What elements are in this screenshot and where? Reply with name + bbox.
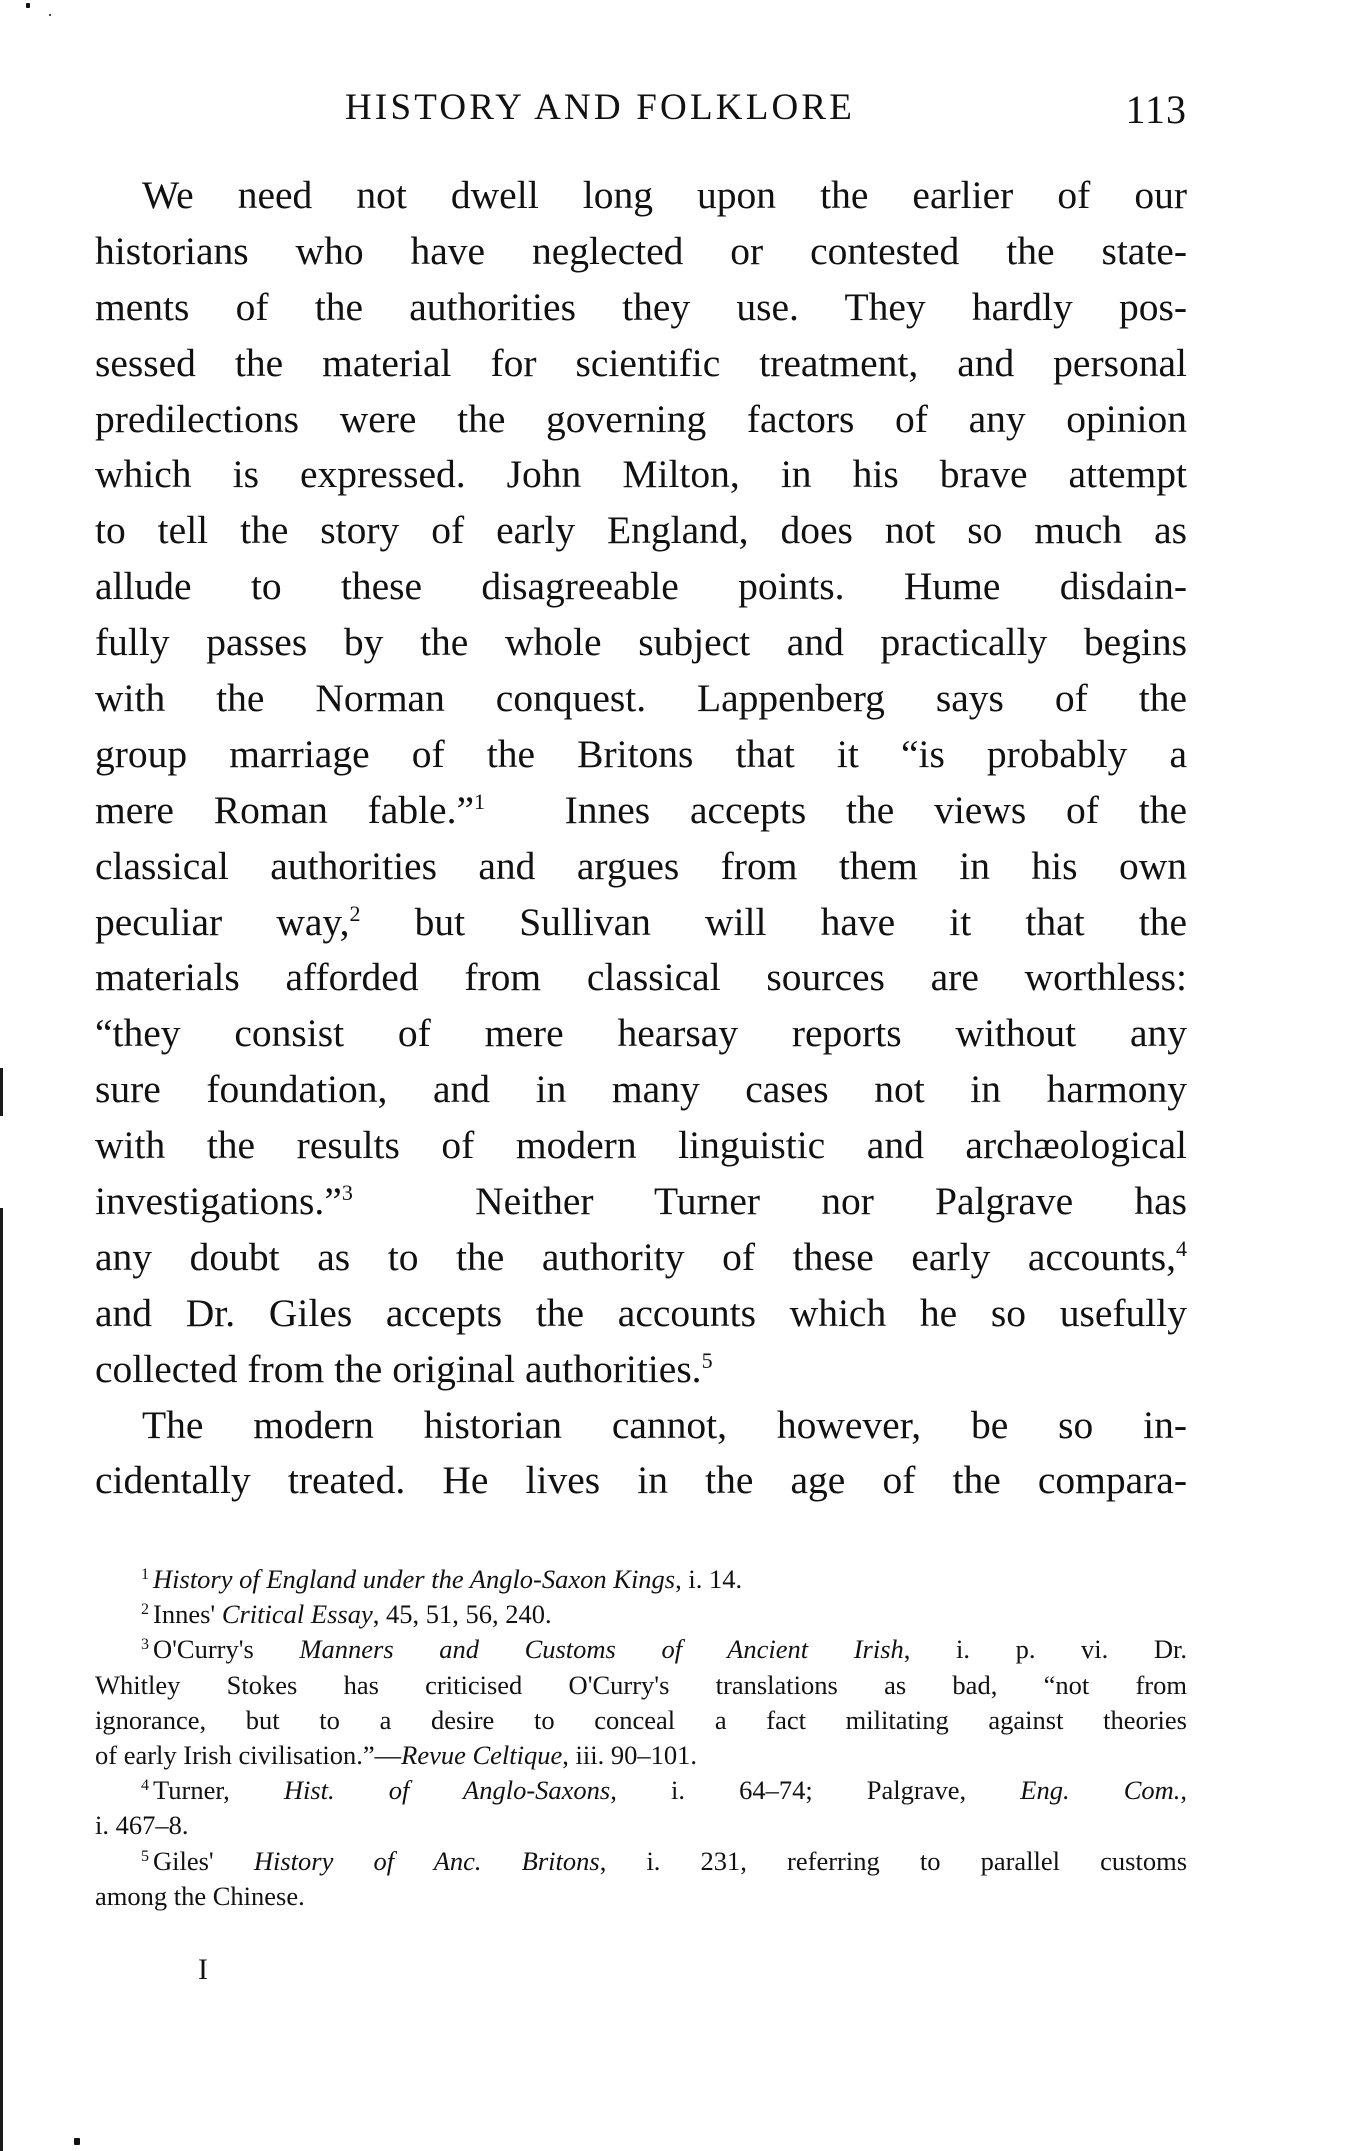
footnote-5 (95, 1844, 1187, 1879)
body-line: The modern historian cannot, however, be so in- (142, 1402, 1187, 1447)
body-line: with the Norman conquest. Lappenberg says of the (95, 676, 1187, 721)
footnote-3-cont: ignorance, but to a desire to conceal a fact militating against theories (95, 1704, 1187, 1735)
body-line: fully passes by the whole subject and practically begins (95, 620, 1187, 665)
body-line (95, 1342, 1187, 1398)
footnote-ref-1[interactable]: 1 (474, 788, 486, 814)
body-line: with the results of modern linguistic and archæological (95, 1123, 1187, 1168)
footnote-text: of early Irish civilisation.”— (95, 1739, 402, 1770)
footnote-text: , (1180, 1775, 1188, 1806)
footnote-number: 5 (141, 1847, 149, 1865)
footnote-3-cont (95, 1738, 1187, 1773)
footnote-title: Critical Essay (221, 1599, 373, 1630)
text-run: any doubt as to the authority of these early accounts, (95, 1234, 1176, 1279)
body-line (95, 783, 1187, 839)
body-line: sure foundation, and in many cases not in harmony (95, 1067, 1187, 1112)
text-run: collected from the original authorities. (95, 1346, 702, 1391)
body-line: “they consist of mere hearsay reports without any (95, 1011, 1187, 1056)
text-run: investigations.” (95, 1179, 342, 1224)
footnote-text: , iii. 90–101. (562, 1739, 697, 1770)
body-text (95, 168, 1187, 1509)
body-line: and Dr. Giles accepts the accounts which he so usefully (95, 1290, 1187, 1335)
body-line: allude to these disagreeable points. Hume disdain- (95, 564, 1187, 609)
scan-edge-artifact (0, 1208, 3, 2151)
footnote-title: History of England under the Anglo-Saxon Kings (153, 1564, 676, 1594)
footnote-title: Hist. of Anglo-Saxons (283, 1775, 611, 1806)
text-run: mere Roman fable.” (95, 787, 475, 832)
footnote-2 (95, 1597, 1187, 1632)
body-line: which is expressed. John Milton, in his brave attempt (95, 452, 1187, 497)
footnote-4 (95, 1773, 1187, 1808)
footnote-1 (95, 1562, 1187, 1597)
footnote-number: 3 (141, 1636, 149, 1654)
footnote-text: , i. p. vi. Dr. (903, 1634, 1187, 1665)
footnote-title: History of Anc. Britons (253, 1845, 600, 1876)
body-line (95, 1230, 1187, 1286)
body-line: group marriage of the Britons that it “is probably a (95, 731, 1187, 776)
body-line (95, 895, 1187, 951)
scan-speck (26, 3, 30, 8)
scan-speck (49, 14, 51, 16)
footnote-number: 1 (141, 1566, 149, 1583)
body-line: materials afforded from classical sources are worthless: (95, 955, 1187, 1000)
footnote-ref-2[interactable]: 2 (349, 900, 361, 926)
footnote-ref-3[interactable]: 3 (341, 1180, 353, 1206)
footnote-5-cont: among the Chinese. (95, 1880, 305, 1911)
footnote-text: , i. 231, referring to parallel customs (599, 1845, 1188, 1876)
footnote-ref-4[interactable]: 4 (1176, 1235, 1187, 1261)
body-line (95, 1174, 1187, 1230)
body-line: historians who have neglected or contested the state- (95, 228, 1187, 273)
scan-edge-artifact (0, 1068, 3, 1116)
running-title: HISTORY AND FOLKLORE (345, 87, 856, 128)
text-run: but Sullivan will have it that the (414, 899, 1187, 944)
footnote-text: , i. 64–74; Palgrave, (610, 1775, 1021, 1806)
page-number: 113 (1125, 87, 1187, 132)
signature-mark: I (198, 1953, 208, 1986)
footnotes (95, 1562, 1187, 1914)
footnote-ref-5[interactable]: 5 (701, 1347, 713, 1373)
text-run: Innes accepts the views of the (564, 787, 1187, 832)
body-line: to tell the story of early England, does not so much as (95, 508, 1187, 553)
text-run: peculiar way, (95, 899, 350, 944)
footnote-text: , 45, 51, 56, 240. (372, 1599, 552, 1630)
body-line: We need not dwell long upon the earlier of our (142, 173, 1187, 217)
footnote-title: Manners and Customs of Ancient Irish (299, 1634, 904, 1665)
body-line: ments of the authorities they use. They hardly pos- (95, 284, 1187, 329)
body-line: classical authorities and argues from them in his own (95, 843, 1187, 888)
footnote-text: O'Curry's (153, 1634, 300, 1665)
footnote-number: 4 (141, 1777, 149, 1795)
scan-speck (74, 2138, 80, 2145)
footnote-3-cont: Whitley Stokes has criticised O'Curry's translations as bad, “not from (95, 1669, 1187, 1700)
body-line: sessed the material for scientific treatment, and personal (95, 340, 1187, 385)
footnote-title: Eng. Com. (1020, 1775, 1181, 1806)
body-line: predilections were the governing factors of any opinion (95, 396, 1187, 441)
footnote-text: Innes' (153, 1599, 222, 1630)
footnote-text: Giles' (153, 1845, 254, 1876)
text-run: Neither Turner nor Palgrave has (475, 1179, 1187, 1224)
footnote-title: Revue Celtique (401, 1739, 563, 1770)
footnote-3 (95, 1632, 1187, 1667)
footnote-text: Turner, (153, 1775, 284, 1806)
footnote-number: 2 (141, 1601, 149, 1619)
body-line: cidentally treated. He lives in the age of the compara- (95, 1458, 1187, 1503)
footnote-4-cont: i. 467–8. (95, 1810, 189, 1841)
footnote-text: , i. 14. (675, 1564, 743, 1594)
